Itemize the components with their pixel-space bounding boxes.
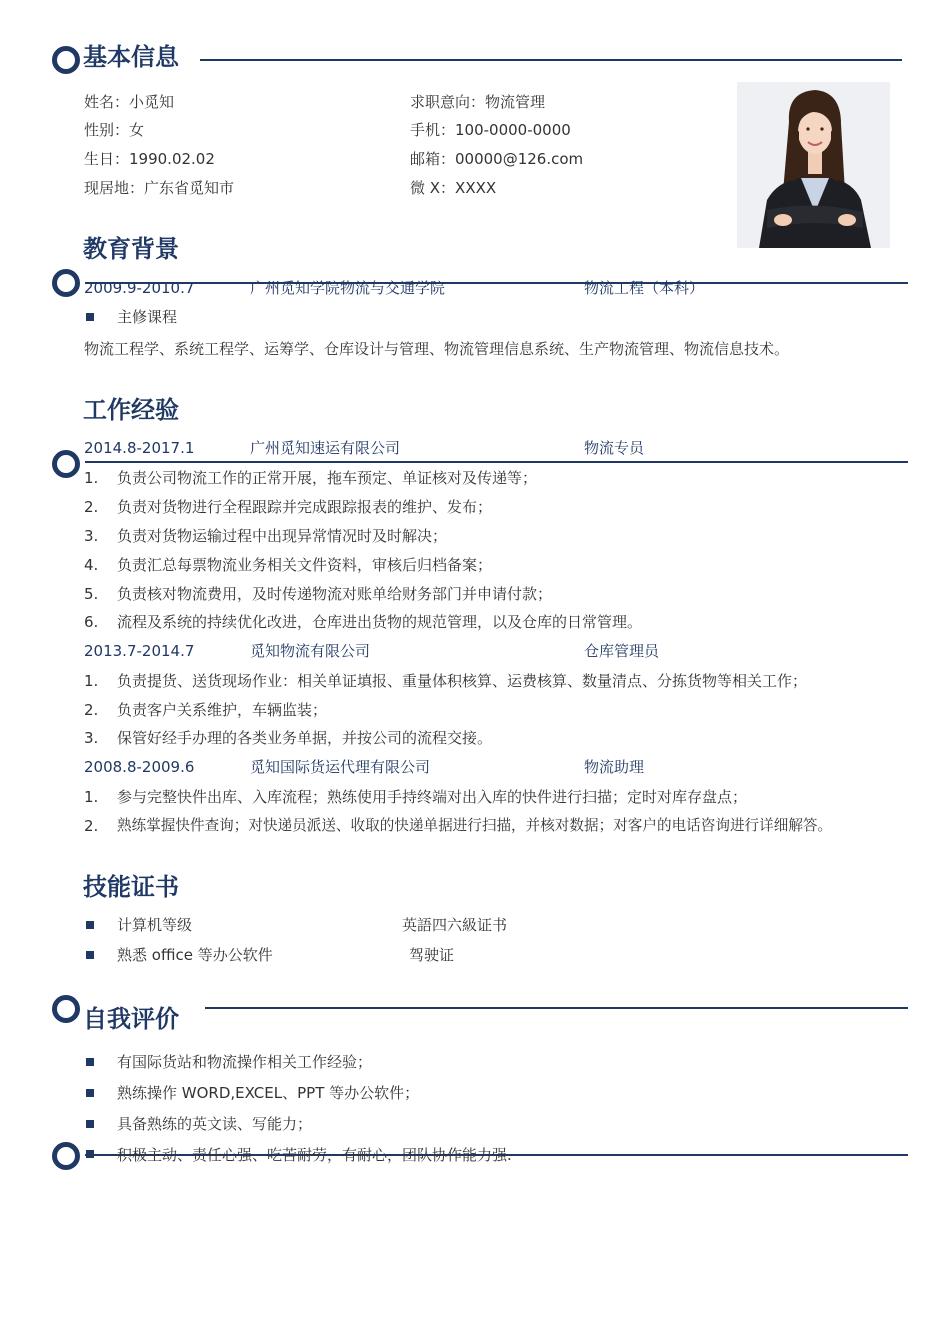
self-item: 积极主动、责任心强、吃苦耐劳，有耐心，团队协作能力强. [117,1146,512,1164]
list-number: 6. [84,613,99,631]
list-number: 2. [84,817,99,835]
bullet-square-icon [86,1120,94,1128]
section-divider [200,59,902,61]
section-divider [85,282,908,284]
job-period: 2008.8-2009.6 [84,758,195,776]
section-title-skills: 技能证书 [83,873,179,901]
person-portrait-icon [737,82,890,248]
list-item: 负责客户关系维护，车辆监装； [117,701,328,719]
section-marker-icon [52,995,80,1023]
list-number: 4. [84,556,99,574]
list-item: 熟练掌握快件查询；对快递员派送、收取的快递单据进行扫描，并核对数据；对客户的电话咨询进行详细解答。 [117,817,833,834]
education-major: 物流工程（本科） [584,279,705,297]
job-period: 2013.7-2014.7 [84,642,195,660]
job-company: 觅知物流有限公司 [250,642,371,660]
list-item: 负责汇总每票物流业务相关文件资料，审核后归档备案； [117,556,493,574]
job-company: 广州觅知速运有限公司 [250,439,401,457]
section-marker-icon [52,46,80,74]
job-role: 物流助理 [584,758,645,776]
education-school: 广州觅知学院物流与交通学院 [250,279,446,297]
list-item: 参与完整快件出库、入库流程；熟练使用手持终端对出入库的快件进行扫描；定时对库存盘点； [117,788,748,806]
list-number: 3. [84,527,99,545]
list-number: 5. [84,585,99,603]
self-item: 具备熟练的英文读、写能力； [117,1115,313,1133]
section-title-work: 工作经验 [83,396,179,424]
list-item: 保管好经手办理的各类业务单据，并按公司的流程交接。 [117,729,493,747]
list-item: 负责公司物流工作的正常开展，拖车预定、单证核对及传递等； [117,469,538,487]
list-number: 1. [84,672,99,690]
section-title-self: 自我评价 [83,1005,179,1033]
wechat-field: 微 X：XXXX [410,179,497,197]
job-role: 物流专员 [584,439,645,457]
email-field: 邮箱：00000@126.com [410,150,584,168]
courses-text: 物流工程学、系统工程学、运筹学、仓库设计与管理、物流管理信息系统、生产物流管理、物流信息技术。 [84,340,790,358]
skill-item: 计算机等级 [117,916,193,934]
list-number: 1. [84,469,99,487]
job-company: 觅知国际货运代理有限公司 [250,758,431,776]
name-field: 姓名：小觅知 [84,93,175,111]
phone-field: 手机：100-0000-0000 [410,121,571,139]
intent-field: 求职意向：物流管理 [410,93,546,111]
location-field: 现居地：广东省觅知市 [84,179,235,197]
skill-item: 驾驶证 [409,946,455,964]
list-number: 1. [84,788,99,806]
skill-item: 英語四六級证书 [402,916,508,934]
list-number: 2. [84,498,99,516]
job-role: 仓库管理员 [584,642,660,660]
birth-field: 生日：1990.02.02 [84,150,215,168]
courses-label: 主修课程 [117,308,178,326]
section-marker-icon [52,269,80,297]
self-item: 熟练操作 WORD,EXCEL、PPT 等办公软件； [117,1084,420,1102]
section-title-basic: 基本信息 [83,43,179,71]
list-item: 负责提货、送货现场作业：相关单证填报、重量体积核算、运费核算、数量清点、分拣货物等相关工作； [117,672,808,690]
list-number: 3. [84,729,99,747]
bullet-square-icon [86,921,94,929]
self-item: 有国际货站和物流操作相关工作经验； [117,1053,373,1071]
gender-field: 性别：女 [84,121,145,139]
section-divider [85,461,908,463]
list-item: 流程及系统的持续优化改进，仓库进出货物的规范管理，以及仓库的日常管理。 [117,613,643,631]
section-marker-icon [52,450,80,478]
education-period: 2009.9-2010.7 [84,279,195,297]
bullet-square-icon [86,951,94,959]
list-item: 负责对货物运输过程中出现异常情况时及时解决； [117,527,448,545]
bullet-square-icon [86,313,94,321]
section-title-education: 教育背景 [83,235,179,263]
section-marker-icon [52,1142,80,1170]
bullet-square-icon [86,1089,94,1097]
bullet-square-icon [86,1150,94,1158]
job-period: 2014.8-2017.1 [84,439,195,457]
skill-item: 熟悉 office 等办公软件 [117,946,273,964]
bullet-square-icon [86,1058,94,1066]
section-divider [205,1007,908,1009]
list-number: 2. [84,701,99,719]
list-item: 负责核对物流费用，及时传递物流对账单给财务部门并申请付款； [117,585,553,603]
profile-photo [737,82,890,248]
list-item: 负责对货物进行全程跟踪并完成跟踪报表的维护、发布； [117,498,493,516]
